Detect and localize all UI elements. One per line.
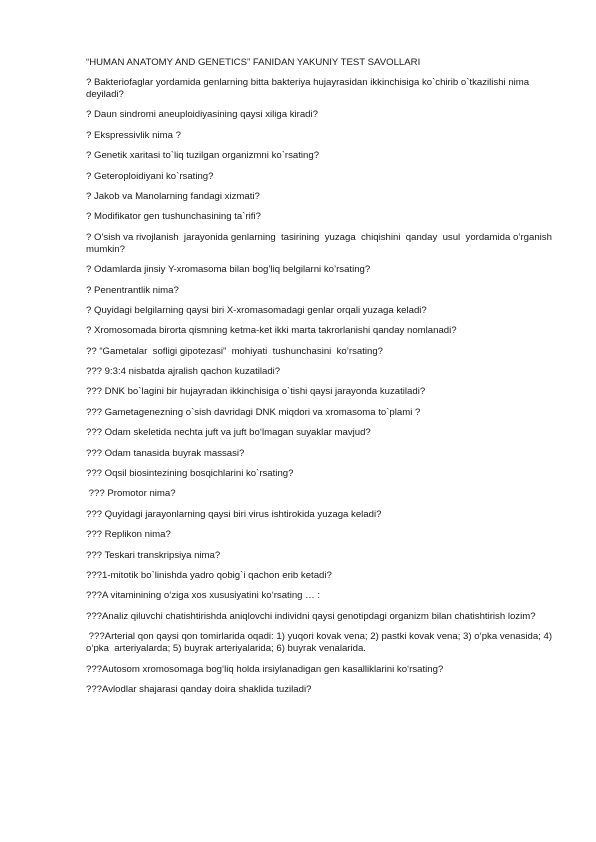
question-item: ??? Odam tanasida buyrak massasi? — [86, 447, 245, 459]
question-item: ??? 9:3:4 nisbatda ajralish qachon kuzatiladi? — [86, 366, 281, 378]
question-item: ???A vitaminining o‘ziga xos xususiyatini ko‘rsating … : — [86, 590, 321, 602]
question-item: ? Ekspressivlik nima ? — [86, 129, 181, 141]
question-item: ? Genetik xaritasi to`liq tuzilgan organizmni ko`rsating? — [86, 150, 320, 162]
question-item: ? Quyidagi belgilarning qaysi biri X-xromasomadagi genlar orqali yuzaga keladi? — [86, 304, 427, 316]
question-item: ? Modifikator gen tushunchasining ta`rifi? — [86, 211, 261, 223]
question-item: ??? Quyidagi jarayonlarning qaysi biri virus ishtirokida yuzaga keladi? — [86, 508, 382, 520]
question-item: ??? DNK bo`lagini bir hujayradan ikkinchisiga o`tishi qaysi jarayonda kuzatiladi? — [86, 386, 426, 398]
question-item: ???Analiz qiluvchi chatishtirishda aniqlovchi individni qaysi genotipdagi organizm bilan chatishtirish lozim? — [86, 610, 536, 622]
question-item: ???Arterial qon qaysi qon tomirlarida oqadi: 1) yuqori kovak vena; 2) pastki kovak vena; 3) o‘pka venasida; 4) o‘pka arteriyalarda; 5) buyrak arteriyalarida; 6) buyrak venalarida. — [86, 631, 555, 655]
question-item: ???Autosom xromosomaga bog‘liq holda irsiylanadigan gen kasalliklarini ko‘rsating? — [86, 663, 444, 675]
question-item: ?? “Gametalar sofligi gipotezasi” mohiyati tushunchasini ko’rsating? — [86, 345, 384, 357]
question-item: ??? Gametagenezning o`sish davridagi DNK miqdori va xromasoma to`plami ? — [86, 406, 421, 418]
question-list — [86, 77, 558, 696]
question-item: ??? Teskari transkripsiya nima? — [86, 549, 221, 561]
question-item: ??? Oqsil biosintezining bosqichlarini ko`rsating? — [86, 468, 294, 480]
question-item: ? Daun sindromi aneuploidiyasining qaysi xiliga kiradi? — [86, 109, 318, 121]
question-item: ??? Promotor nima? — [86, 488, 176, 500]
question-item: ? Odamlarda jinsiy Y-xromasoma bilan bog’liq belgilarni ko’rsating? — [86, 264, 371, 276]
question-item: ? Xromosomada birorta qismning ketma-ket ikki marta takrorlanishi qanday nomlanadi? — [86, 325, 457, 337]
question-item: ? Geteroploidiyani ko`rsating? — [86, 170, 214, 182]
document-title: “HUMAN ANATOMY AND GENETICS” FANIDAN YAKUNIY TEST SAVOLLARI — [86, 57, 421, 68]
question-item: ? Bakteriofaglar yordamida genlarning bitta bakteriya hujayrasidan ikkinchisiga ko`chirib o`tkazilishi nima deyiladi? — [86, 77, 532, 100]
question-item: ? O’sish va rivojlanish jarayonida genlarning tasirining yuzaga chiqishini qanday usul yordamida o’rganish mumkin? — [86, 231, 558, 255]
question-item: ???1-mitotik bo`linishda yadro qobig`i qachon erib ketadi? — [86, 569, 332, 581]
question-item: ???Avlodlar shajarasi qanday doira shaklida tuziladi? — [86, 683, 312, 695]
question-item: ??? Replikon nima? — [86, 529, 171, 541]
question-item: ??? Odam skeletida nechta juft va juft bo‘lmagan suyaklar mavjud? — [86, 427, 371, 439]
document-body — [86, 57, 558, 704]
question-item: ? Penentrantlik nima? — [86, 284, 179, 296]
question-item: ? Jakob va Manolarning fandagi xizmati? — [86, 190, 260, 202]
